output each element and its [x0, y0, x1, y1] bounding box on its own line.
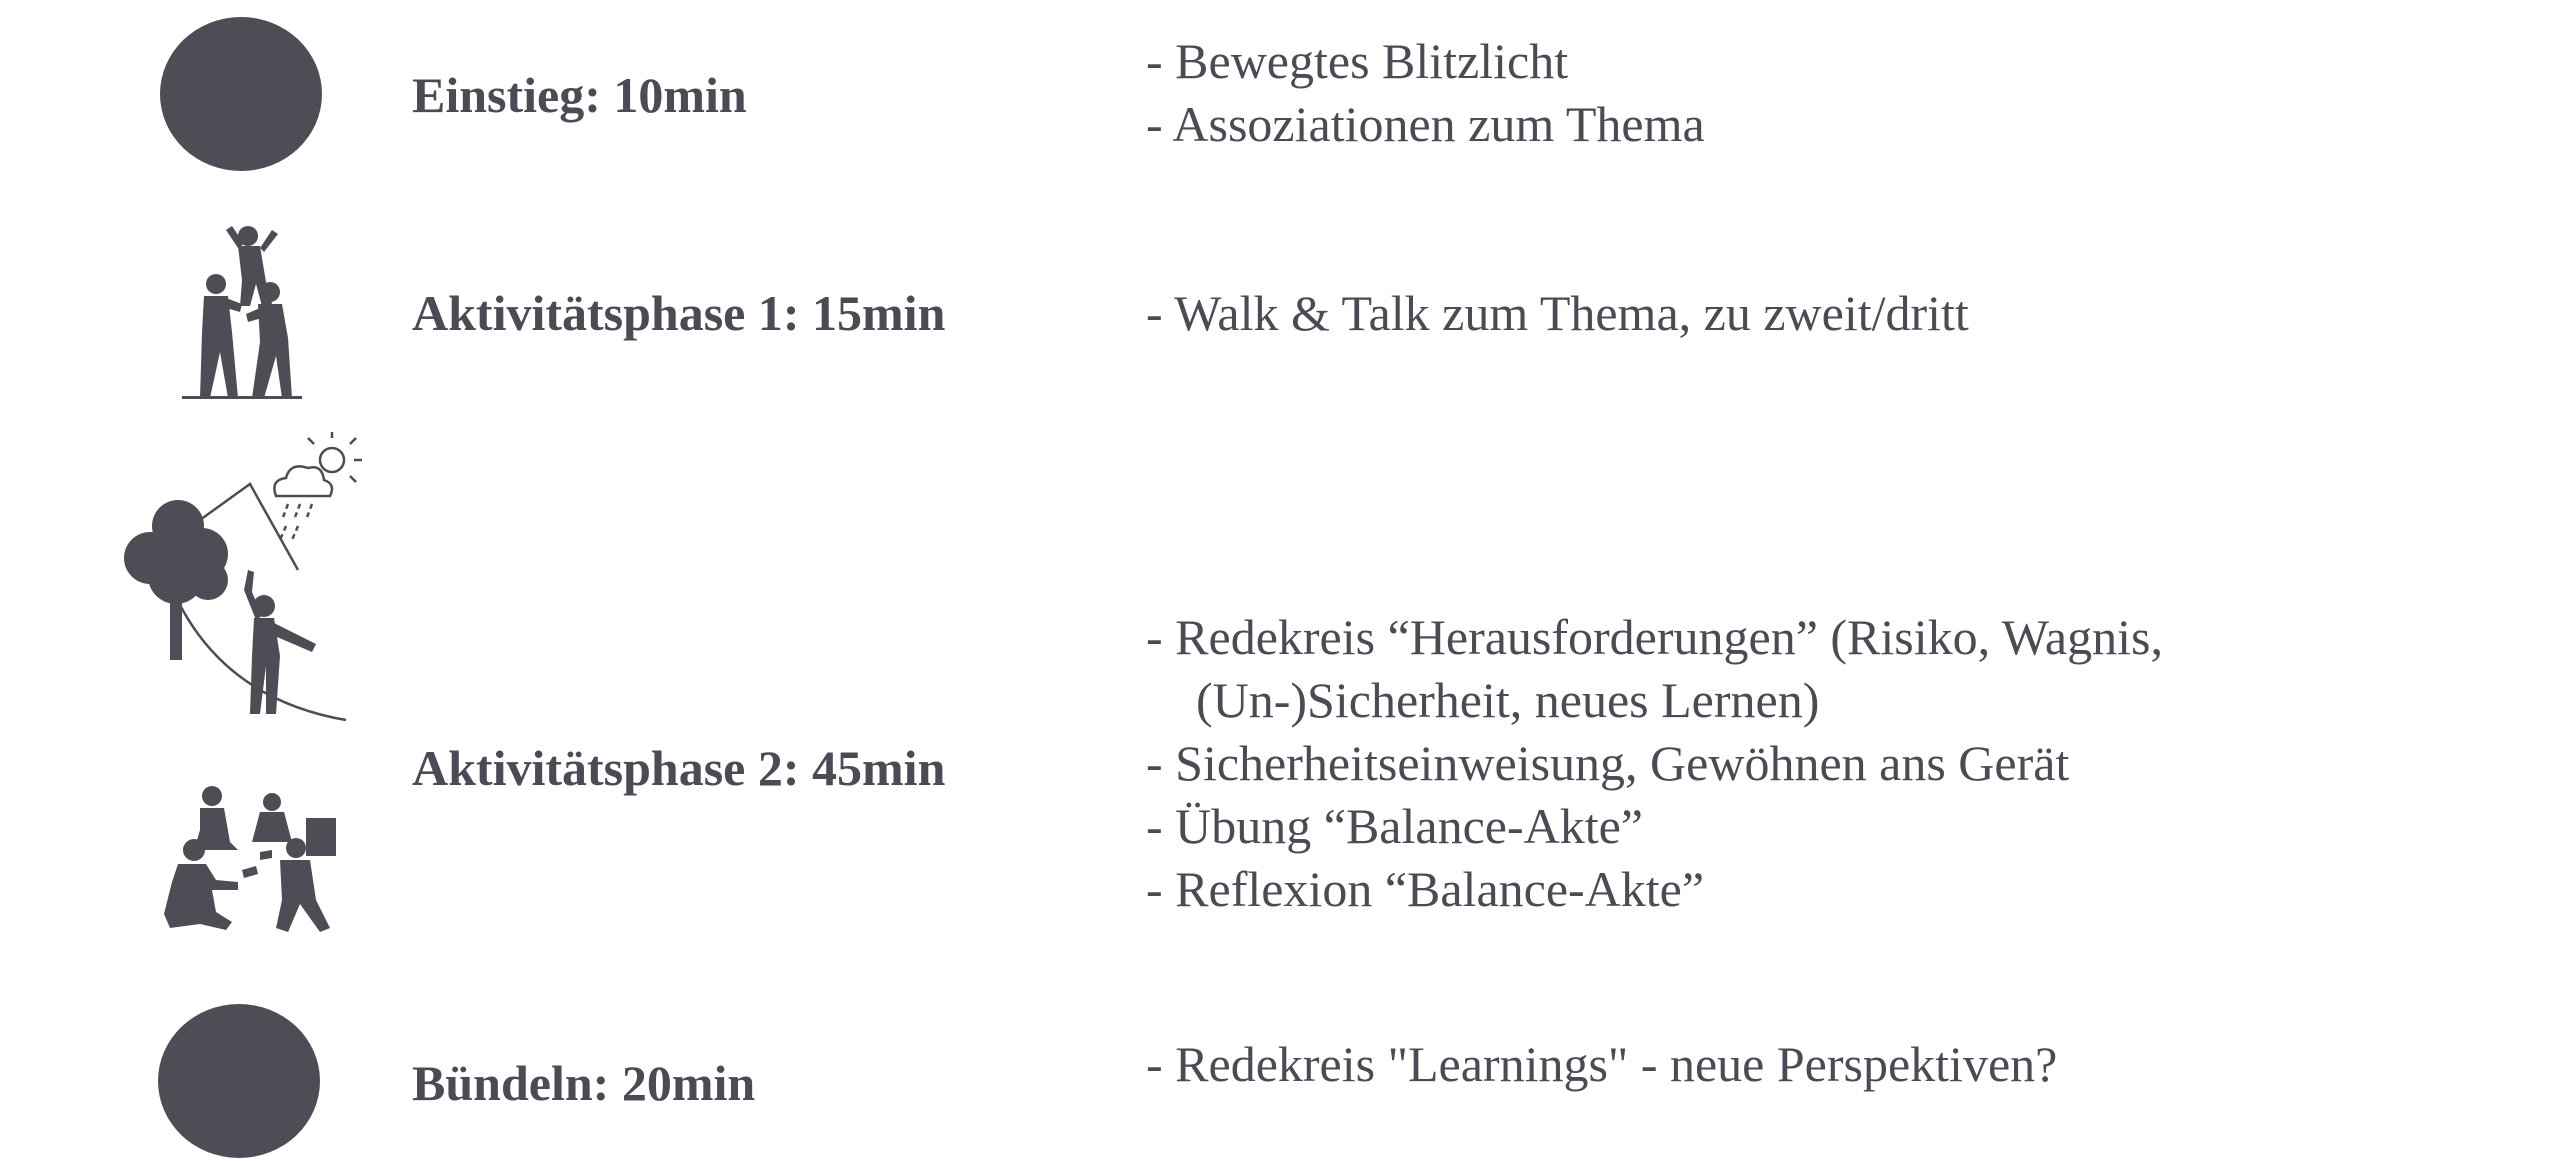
- phase-heading-aktivitaetsphase-2: Aktivitätsphase 2: 45min: [412, 740, 946, 796]
- phase-items-einstieg: [1146, 30, 1705, 156]
- filled-circle-icon: [156, 1003, 322, 1159]
- phase-items-buendeln: [1146, 1033, 2057, 1096]
- list-item: - Sicherheitseinweisung, Gewöhnen ans Gerät: [1146, 735, 2070, 791]
- list-item: - Redekreis “Herausforderungen” (Risiko, Wagnis,: [1146, 609, 2163, 665]
- phase-items-aktivitaetsphase-1: [1146, 282, 1969, 345]
- phase-heading-aktivitaetsphase-1: Aktivitätsphase 1: 15min: [412, 285, 946, 341]
- slackline-outdoor-icon: [120, 430, 370, 730]
- list-item: - Bewegtes Blitzlicht: [1146, 33, 1569, 89]
- list-item: - Assoziationen zum Thema: [1146, 96, 1705, 152]
- list-item: - Reflexion “Balance-Akte”: [1146, 861, 1705, 917]
- list-item: - Übung “Balance-Akte”: [1146, 798, 1643, 854]
- filled-circle-icon: [158, 16, 324, 172]
- list-item: - Redekreis "Learnings" - neue Perspektiven?: [1146, 1036, 2058, 1092]
- list-item: - Walk & Talk zum Thema, zu zweit/dritt: [1146, 285, 1969, 341]
- sitting-circle-icon: [160, 782, 340, 942]
- group-climbing-icon: [176, 222, 306, 402]
- phase-heading-einstieg: Einstieg: 10min: [412, 67, 747, 123]
- phase-items-aktivitaetsphase-2: [1146, 606, 2163, 921]
- list-item: (Un-)Sicherheit, neues Lernen): [1196, 672, 1820, 728]
- phase-heading-buendeln: Bündeln: 20min: [412, 1055, 756, 1111]
